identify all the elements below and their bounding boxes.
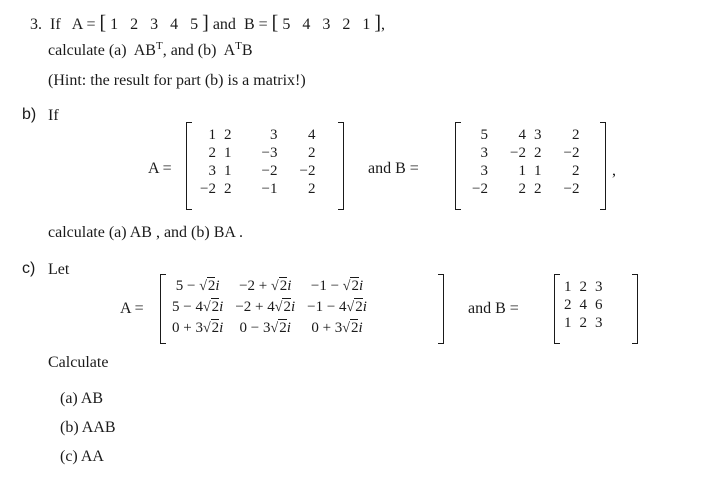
sqrt-symbol: √2 <box>202 320 220 336</box>
complex-matrix-cell: 0 − 3√2i <box>229 318 301 339</box>
part-c-and-b: and B = <box>468 300 519 317</box>
sqrt-symbol: √2 <box>342 278 359 294</box>
problem-3-task: calculate (a) $AB^T$, and (b) $A^TB$ <box>48 40 253 59</box>
matrix-a-label: A = <box>71 16 96 33</box>
part-b-if: If <box>48 107 59 124</box>
matrix-b3-right-bracket <box>632 274 638 344</box>
part-c-matrix-a <box>166 276 373 339</box>
matrix-b-left-bracket <box>455 122 461 210</box>
matrix-b-label: B = <box>243 16 268 33</box>
complex-matrix-cell: −2 + √2i <box>229 276 301 297</box>
sqrt-symbol: √2 <box>342 320 359 336</box>
part-b-matrix-a: 1 2 3 4 2 1 −3 2 3 1 −2 −2 −2 2 −1 2 <box>200 127 316 197</box>
part-c-calculate: Calculate <box>48 354 109 371</box>
complex-matrix-cell: 0 + 3√2i <box>301 318 373 339</box>
row-vector-a: 1 2 3 4 5 <box>110 16 199 33</box>
part-b-matrix-b: 5 4 3 2 3 −2 2 −2 3 1 1 2 −2 2 2 −2 <box>472 127 580 197</box>
complex-matrix-cell: −1 − √2i <box>301 276 373 297</box>
problem-number: 3. <box>30 16 42 33</box>
sqrt-symbol: √2 <box>202 299 220 315</box>
task-item-a: (a) AB <box>60 390 104 407</box>
sqrt-symbol: √2 <box>274 299 291 315</box>
sqrt-symbol: √2 <box>270 320 287 336</box>
complex-matrix-cell: −2 + 4√2i <box>229 297 301 318</box>
complex-matrix-cell: 5 − 4√2i <box>166 297 229 318</box>
part-c-label: c) <box>22 260 36 277</box>
row-vector-b: 5 4 3 2 1 <box>282 16 371 33</box>
part-b-and-b: and B = <box>368 160 419 177</box>
part-c-let: Let <box>48 261 70 278</box>
part-c-a-label: A = <box>120 300 144 317</box>
part-b-a-label: A = <box>148 160 172 177</box>
task-item-b: (b) AAB <box>60 419 116 436</box>
sqrt-symbol: √2 <box>346 299 363 315</box>
complex-matrix-cell: 5 − √2i <box>166 276 229 297</box>
problem-3-hint: (Hint: the result for part (b) is a matrix!) <box>48 72 306 89</box>
part-b-task: calculate (a) AB , and (b) BA . <box>48 224 244 241</box>
sqrt-symbol: √2 <box>271 278 288 294</box>
matrix-a-right-bracket <box>338 122 344 210</box>
complex-matrix-cell: −1 − 4√2i <box>301 297 373 318</box>
task-item-c: (c) AA <box>60 448 104 465</box>
sqrt-symbol: √2 <box>199 278 216 294</box>
part-b-label: b) <box>22 106 37 123</box>
complex-matrix-right-bracket <box>438 274 444 344</box>
complex-matrix-cell: 0 + 3√2i <box>166 318 229 339</box>
matrix-b-right-bracket <box>600 122 606 210</box>
part-c-matrix-b: 1 2 3 2 4 6 1 2 3 <box>564 279 603 331</box>
matrix-a-left-bracket <box>186 122 192 210</box>
problem-3-statement: 3. If A = [ 1 2 3 4 5 ] and B = [ 5 4 3 2 1 ], <box>30 12 385 34</box>
part-b-comma: , <box>612 162 616 179</box>
if-word: If <box>50 16 61 33</box>
